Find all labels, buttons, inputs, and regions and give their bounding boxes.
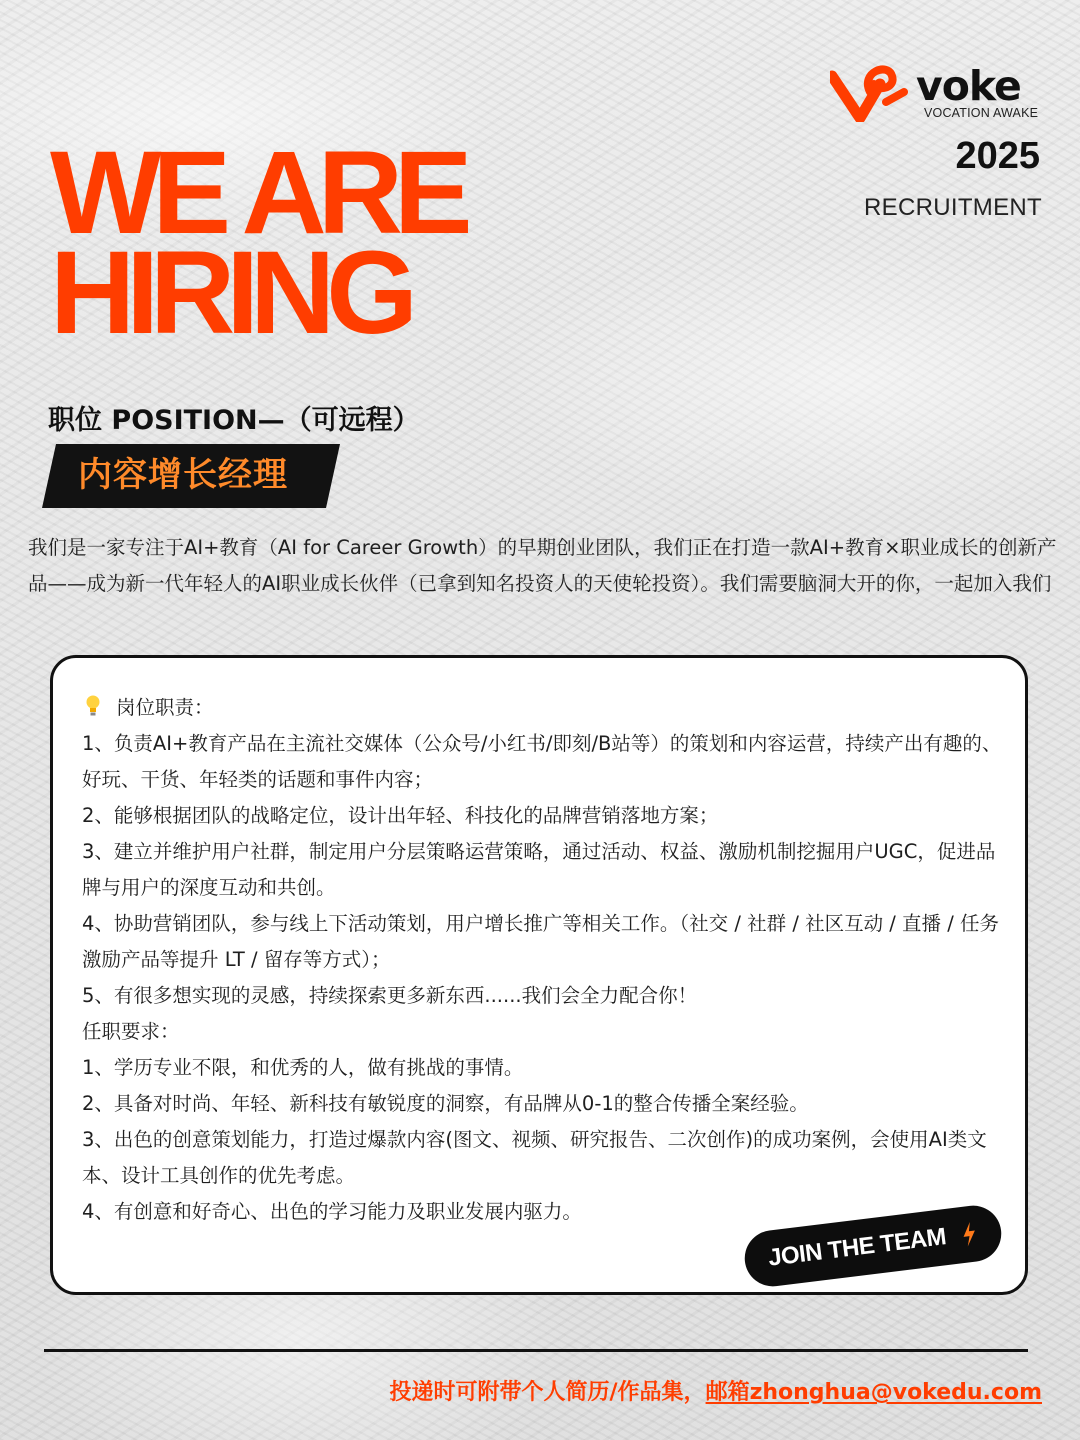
duty-item: 1、负责AI+教育产品在主流社交媒体（公众号/小红书/即刻/B站等）的策划和内容运营，持续产出有趣的、好玩、干货、年轻类的话题和事件内容； bbox=[82, 732, 1002, 791]
v-swirl-logo-icon bbox=[830, 62, 908, 122]
headline-line-2: HIRING bbox=[50, 227, 409, 359]
footer-prefix: 投递时可附带个人简历/作品集， bbox=[389, 1380, 706, 1405]
duties-heading-row bbox=[82, 690, 1012, 726]
recruitment-year: 2025 bbox=[955, 135, 1040, 177]
footer-divider bbox=[44, 1349, 1028, 1352]
recruitment-label: RECRUITMENT bbox=[864, 194, 1042, 221]
contact-email-link[interactable]: 邮箱zhonghua@vokedu.com bbox=[705, 1380, 1042, 1405]
lightning-bolt-icon bbox=[960, 1221, 979, 1247]
job-description-content bbox=[82, 690, 1012, 1230]
requirement-item: 4、有创意和好奇心、出色的学习能力及职业发展内驱力。 bbox=[82, 1200, 582, 1223]
duty-item: 2、能够根据团队的战略定位，设计出年轻、科技化的品牌营销落地方案； bbox=[82, 804, 719, 827]
duty-item: 3、建立并维护用户社群，制定用户分层策略运营策略，通过活动、权益、激励机制挖掘用户UGC，促进品牌与用户的深度互动和共创。 bbox=[82, 840, 996, 899]
requirement-item: 1、学历专业不限，和优秀的人，做有挑战的事情。 bbox=[82, 1056, 524, 1079]
duty-item: 4、协助营销团队，参与线上下活动策划，用户增长推广等相关工作。（社交 / 社群 / 社区互动 / 直播 / 任务激励产品等提升 LT / 留存等方式）； bbox=[82, 912, 1000, 971]
brand-tagline: VOCATION AWAKE bbox=[924, 106, 1039, 120]
position-label: 职位 POSITION—（可远程） bbox=[48, 405, 420, 436]
requirements-heading: 任职要求： bbox=[82, 1020, 180, 1043]
brand-name: voke bbox=[916, 62, 1021, 110]
requirement-item: 2、具备对时尚、年轻、新科技有敏锐度的洞察，有品牌从0-1的整合传播全案经验。 bbox=[82, 1092, 809, 1115]
duties-heading: 岗位职责： bbox=[116, 696, 214, 719]
headline-line-1: WE ARE bbox=[50, 127, 464, 259]
job-title: 内容增长经理 bbox=[78, 455, 288, 495]
lightbulb-icon bbox=[82, 694, 108, 718]
brand-logo bbox=[830, 62, 1045, 122]
footer-contact bbox=[390, 1375, 1042, 1406]
join-the-team-label: JOIN THE TEAM bbox=[766, 1223, 948, 1272]
requirement-item: 3、出色的创意策划能力，打造过爆款内容(图文、视频、研究报告、二次创作)的成功案例，会使用AI类文本、设计工具创作的优先考虑。 bbox=[82, 1128, 987, 1187]
duty-item: 5、有很多想实现的灵感，持续探索更多新东西......我们会全力配合你！ bbox=[82, 984, 698, 1007]
company-intro: 我们是一家专注于AI+教育（AI for Career Growth）的早期创业团队，我们正在打造一款AI+教育×职业成长的创新产品——成为新一代年轻人的AI职业成长伙伴（已拿到知名投资人的天使轮投资）。我们需要脑洞大开的你，一起加入我们 bbox=[28, 536, 1057, 595]
